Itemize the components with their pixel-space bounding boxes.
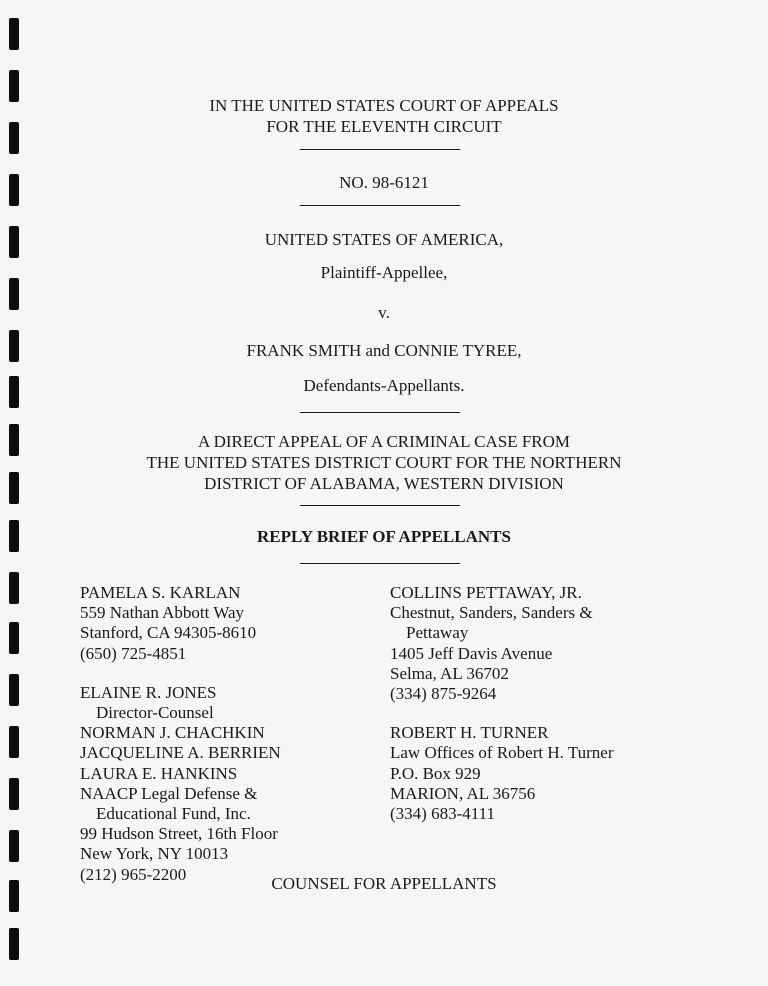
court-line-1: IN THE UNITED STATES COURT OF APPEALS — [209, 96, 559, 115]
court-name — [0, 95, 768, 137]
counsel-name: COLLINS PETTAWAY, JR. — [390, 583, 582, 602]
address-line: 99 Hudson Street, 16th Floor — [80, 824, 278, 844]
counsel-name: JACQUELINE A. BERRIEN — [80, 743, 281, 763]
address-line: 1405 Jeff Davis Avenue — [390, 643, 553, 663]
phone-number: (650) 725-4851 — [80, 643, 187, 663]
versus: v. — [378, 303, 390, 322]
organization-cont: Educational Fund, Inc. — [96, 804, 251, 824]
counsel-name: ELAINE R. JONES — [80, 682, 217, 702]
counsel-footer: COUNSEL FOR APPELLANTS — [271, 874, 497, 893]
address-line: P.O. Box 929 — [390, 763, 481, 783]
counsel-title: Director-Counsel — [96, 703, 214, 723]
counsel-left — [80, 583, 281, 885]
address-line: MARION, AL 36756 — [390, 783, 536, 803]
appeal-line-1: A DIRECT APPEAL OF A CRIMINAL CASE FROM — [197, 432, 571, 451]
binding-hole — [9, 830, 19, 862]
binding-hole — [9, 674, 19, 706]
binding-hole — [9, 572, 19, 604]
court-line-2: FOR THE ELEVENTH CIRCUIT — [266, 117, 502, 136]
address-line: 559 Nathan Abbott Way — [80, 603, 245, 623]
binding-hole — [9, 726, 19, 758]
appeal-line-3: DISTRICT OF ALABAMA, WESTERN DIVISION — [204, 474, 564, 493]
address-line: Stanford, CA 94305-8610 — [80, 623, 257, 643]
organization: NAACP Legal Defense & — [80, 783, 258, 803]
defendants-role: Defendants-Appellants. — [303, 376, 465, 395]
divider — [300, 149, 460, 150]
law-firm: Chestnut, Sanders, Sanders & — [390, 603, 593, 623]
counsel-name: PAMELA S. KARLAN — [80, 583, 241, 602]
document-title: REPLY BRIEF OF APPELLANTS — [257, 527, 511, 546]
appeal-line-2: THE UNITED STATES DISTRICT COURT FOR THE NORTHERN — [146, 453, 622, 472]
counsel-name: NORMAN J. CHACHKIN — [80, 723, 265, 743]
law-firm-cont: Pettaway — [406, 623, 469, 643]
address-line: Selma, AL 36702 — [390, 663, 509, 683]
binding-hole — [9, 18, 19, 50]
counsel-right — [390, 583, 613, 824]
binding-hole — [9, 928, 19, 960]
divider — [300, 505, 460, 506]
plaintiff-name: UNITED STATES OF AMERICA, — [264, 230, 504, 249]
law-firm: Law Offices of Robert H. Turner — [390, 743, 614, 763]
counsel-name: ROBERT H. TURNER — [390, 723, 549, 743]
phone-number: (212) 965-2200 — [80, 864, 187, 884]
case-number: NO. 98-6121 — [339, 173, 429, 192]
binding-hole — [9, 778, 19, 810]
phone-number: (334) 683-4111 — [390, 804, 495, 824]
counsel-name: LAURA E. HANKINS — [80, 763, 238, 783]
defendants-names: FRANK SMITH and CONNIE TYREE, — [246, 341, 522, 360]
phone-number: (334) 875-9264 — [390, 684, 497, 704]
binding-hole — [9, 622, 19, 654]
appeal-description — [0, 431, 768, 494]
divider — [300, 563, 460, 564]
address-line: New York, NY 10013 — [80, 844, 229, 864]
divider — [300, 412, 460, 413]
divider — [300, 205, 460, 206]
plaintiff-role: Plaintiff-Appellee, — [320, 263, 448, 282]
